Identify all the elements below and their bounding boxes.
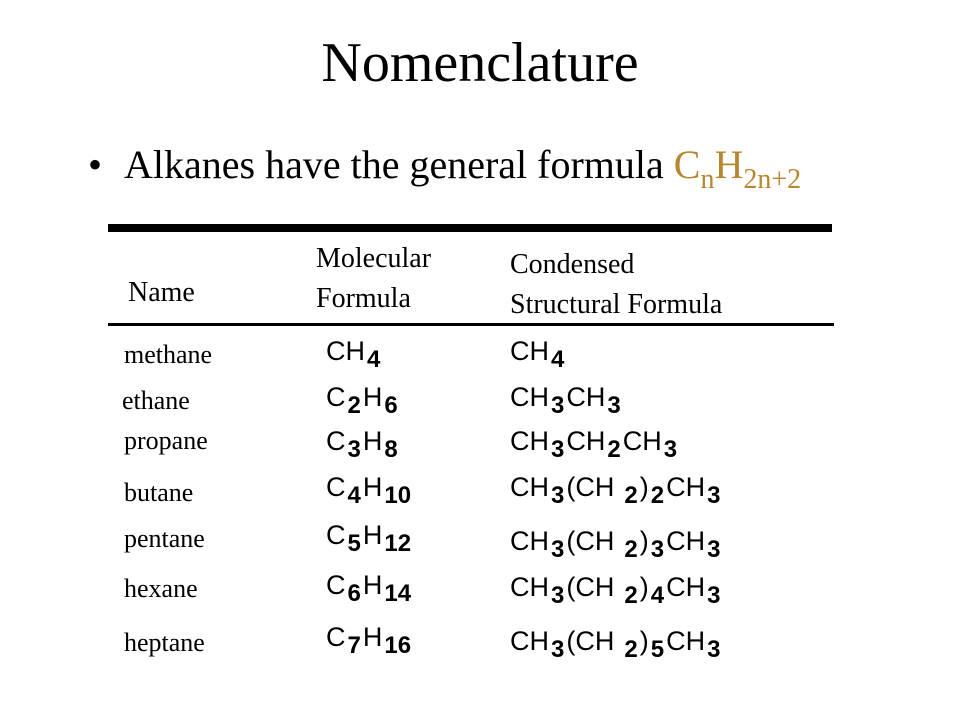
condensed-formula-ethane: CH3CH3 xyxy=(510,382,621,419)
row-name-hexane: hexane xyxy=(124,574,198,603)
condensed-formula-methane: CH4 xyxy=(510,336,565,373)
condensed-formula-propane: CH3CH2CH3 xyxy=(510,426,678,463)
molecular-formula-methane: CH4 xyxy=(326,336,381,373)
molecular-formula-butane: C4H10 xyxy=(326,472,412,509)
bullet-point xyxy=(88,140,802,195)
condensed-formula-heptane: CH3(CH 2)5CH3 xyxy=(510,626,721,663)
header-name: Name xyxy=(128,277,195,308)
condensed-formula-pentane: CH3(CH 2)3CH3 xyxy=(510,526,721,563)
condensed-formula-hexane: CH3(CH 2)4CH3 xyxy=(510,572,721,609)
slide-title: Nomenclature xyxy=(321,32,639,94)
row-name-heptane: heptane xyxy=(124,628,205,657)
molecular-formula-hexane: C6H14 xyxy=(326,570,412,607)
molecular-formula-heptane: C7H16 xyxy=(326,622,412,659)
header-condensed-2: Structural Formula xyxy=(510,289,723,320)
row-name-pentane: pentane xyxy=(124,524,205,553)
condensed-formula-butane: CH3(CH 2)2CH3 xyxy=(510,472,721,509)
row-name-butane: butane xyxy=(124,478,194,507)
table-top-rule xyxy=(108,224,832,232)
general-formula: $C_nH_{2n+2}$ xyxy=(673,142,802,195)
header-condensed-1: Condensed xyxy=(510,249,635,280)
bullet-marker: • xyxy=(88,142,103,187)
molecular-formula-pentane: C5H12 xyxy=(326,520,412,557)
bullet-text: Alkanes have the general formula xyxy=(124,142,674,187)
header-molecular-1: Molecular xyxy=(316,243,432,274)
row-name-methane: methane xyxy=(124,340,213,369)
table-header-rule xyxy=(108,323,834,326)
row-name-propane: propane xyxy=(124,426,208,455)
molecular-formula-propane: C3H8 xyxy=(326,426,398,463)
header-molecular-2: Formula xyxy=(316,283,411,314)
row-name-ethane: ethane xyxy=(122,386,190,415)
molecular-formula-ethane: C2H6 xyxy=(326,382,398,419)
